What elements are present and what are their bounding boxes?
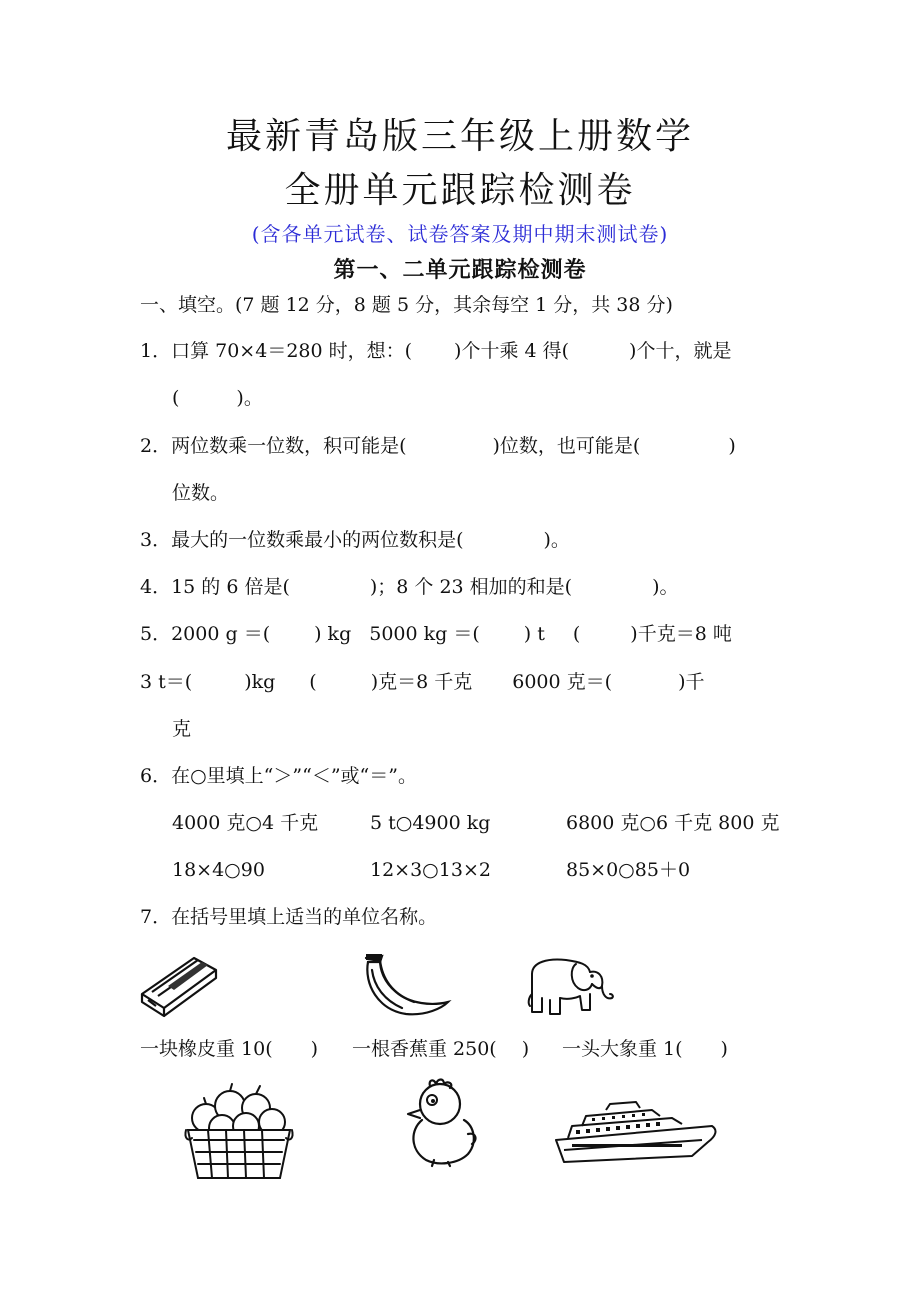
question-6: 6．在○里填上“＞”“＜”或“＝”。 [140, 765, 417, 787]
compare-item: 6800 克○6 千克 800 克 [566, 812, 780, 834]
question-2-line2: 位数。 [172, 482, 230, 504]
compare-item: 12×3○13×2 [370, 859, 491, 881]
question-number: 2． [140, 435, 172, 457]
chick-icon [398, 1076, 482, 1168]
section-title: 第一、二单元跟踪检测卷 [333, 257, 587, 283]
compare-item: 5 t○4900 kg [370, 812, 491, 834]
part1-heading: 一、填空。(7 题 12 分，8 题 5 分，其余每空 1 分，共 38 分) [140, 294, 673, 316]
question-5-line2: 3 t＝( )kg ( )克＝8 千克 6000 克＝( )千 [140, 671, 705, 693]
unit-question-elephant: 一头大象重 1( ) [562, 1038, 728, 1060]
compare-item: 85×0○85＋0 [566, 859, 691, 881]
banana-icon [358, 950, 452, 1022]
question-3: 3．最大的一位数乘最小的两位数积是( )。 [140, 529, 570, 551]
page-title: 最新青岛版三年级上册数学 [225, 116, 694, 157]
elephant-icon [526, 954, 616, 1022]
question-number: 6． [140, 765, 172, 787]
question-4: 4．15 的 6 倍是( )；8 个 23 相加的和是( )。 [140, 576, 679, 598]
question-number: 5． [140, 623, 172, 645]
question-5-line3: 克 [172, 718, 192, 740]
question-number: 7． [140, 906, 172, 928]
question-5: 5．2000 g ＝( ) kg 5000 kg ＝( ) t ( )千克＝8 吨 [140, 623, 732, 645]
question-number: 4． [140, 576, 172, 598]
question-7: 7．在括号里填上适当的单位名称。 [140, 906, 438, 928]
fruit-basket-icon [180, 1080, 298, 1182]
page-subtitle-main: 全册单元跟踪检测卷 [284, 170, 636, 211]
question-number: 1． [140, 340, 172, 362]
compare-item: 4000 克○4 千克 [172, 812, 319, 834]
ship-icon [552, 1100, 722, 1170]
eraser-icon [138, 948, 220, 1020]
unit-question-eraser: 一块橡皮重 10( ) [140, 1038, 319, 1060]
question-1-line2: ( )。 [172, 387, 263, 409]
compare-item: 18×4○90 [172, 859, 265, 881]
question-1: 1．口算 70×4＝280 时，想：( )个十乘 4 得( )个十，就是 [140, 340, 732, 362]
question-2: 2．两位数乘一位数，积可能是( )位数，也可能是( ) [140, 435, 736, 457]
question-number: 3． [140, 529, 172, 551]
subtitle-note: (含各单元试卷、试卷答案及期中期末测试卷) [251, 222, 669, 246]
unit-question-banana: 一根香蕉重 250( ) [352, 1038, 530, 1060]
